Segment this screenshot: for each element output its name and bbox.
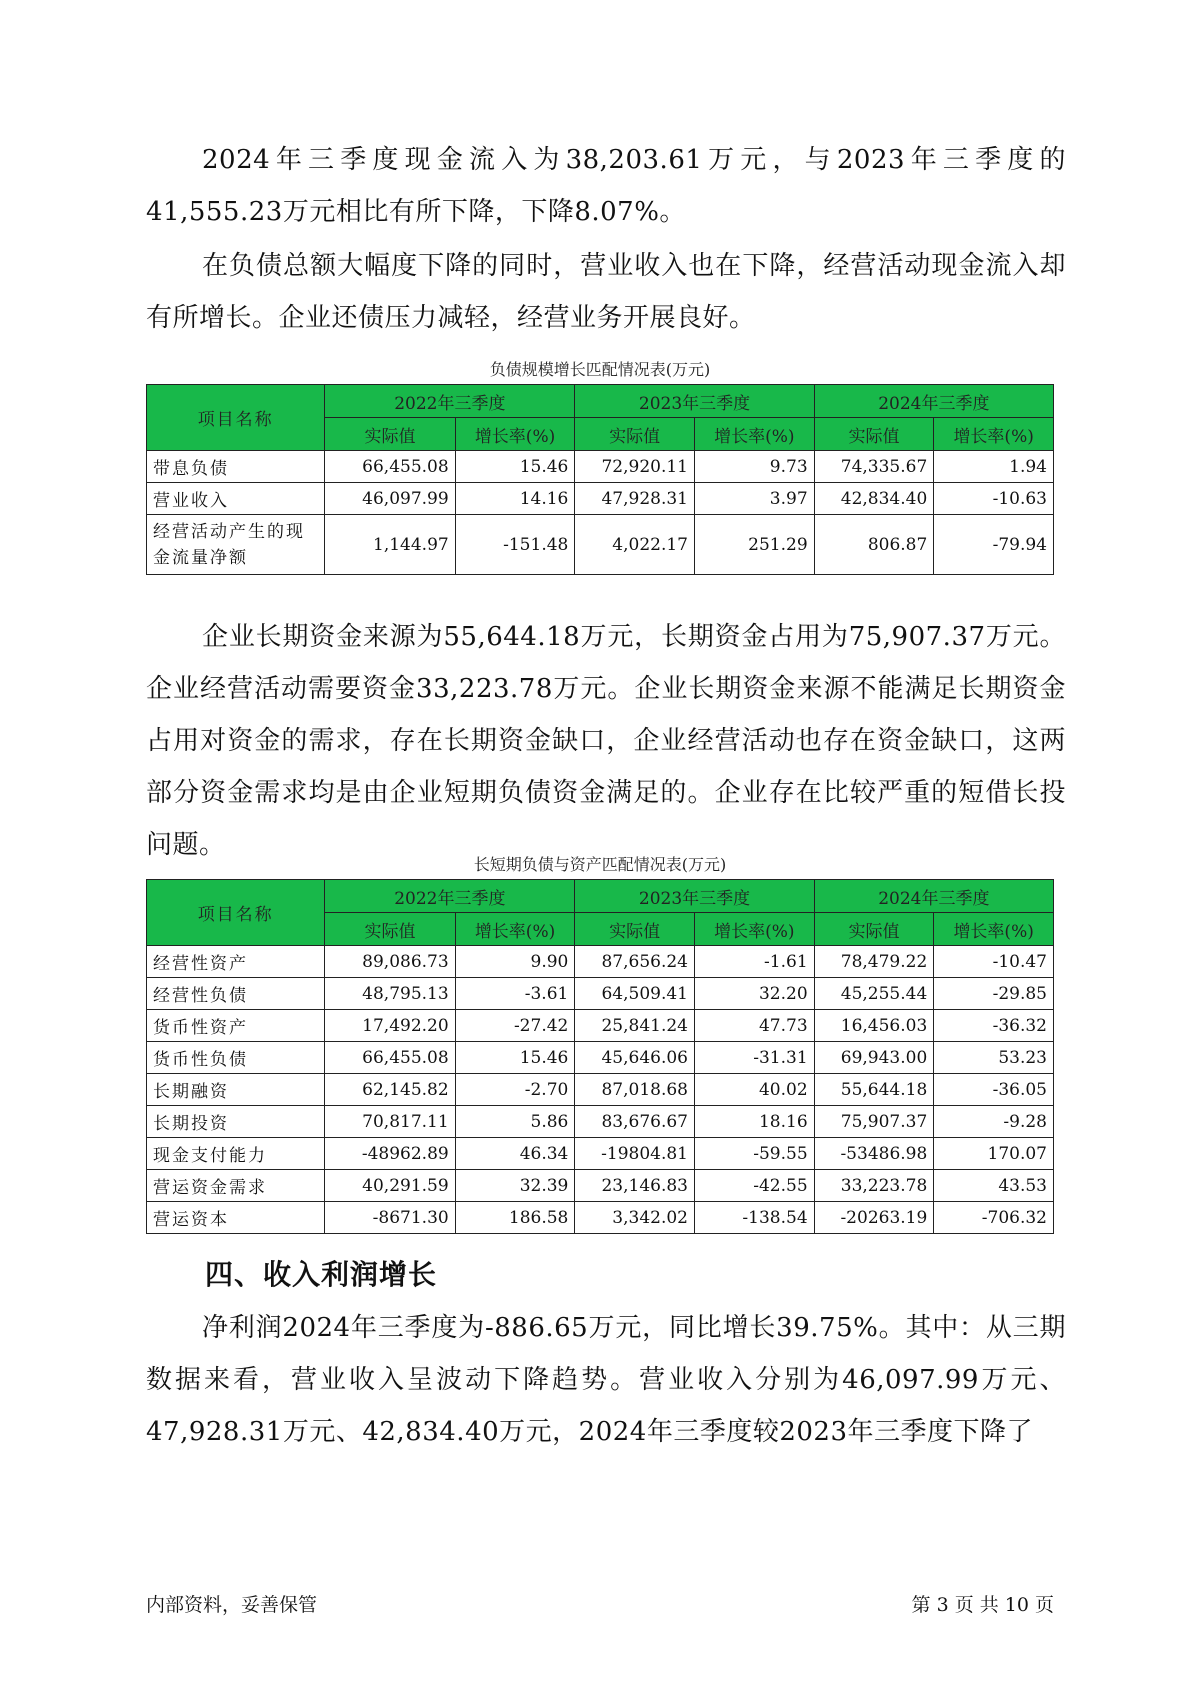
cell-growth-rate: -29.85 [934, 978, 1054, 1010]
cell-growth-rate: -3.61 [455, 978, 575, 1010]
cell-growth-rate: -59.55 [695, 1138, 815, 1170]
cell-actual-value: -53486.98 [814, 1138, 934, 1170]
header-growth: 增长率(%) [934, 913, 1054, 946]
cell-growth-rate: 15.46 [455, 451, 575, 483]
cell-actual-value: 806.87 [814, 515, 934, 575]
cell-growth-rate: -1.61 [695, 946, 815, 978]
row-label: 货币性负债 [147, 1042, 325, 1074]
table-row [147, 1202, 1054, 1234]
row-label: 经营活动产生的现金流量净额 [147, 515, 325, 575]
header-actual: 实际值 [325, 913, 455, 946]
cell-actual-value: 46,097.99 [325, 483, 455, 515]
table1-caption: 负债规模增长匹配情况表(万元) [489, 360, 711, 379]
header-period-2024: 2024年三季度 [814, 880, 1053, 913]
header-period-2023: 2023年三季度 [575, 385, 814, 418]
cell-actual-value: -20263.19 [814, 1202, 934, 1234]
section-heading: 四、收入利润增长 [205, 1258, 438, 1291]
cell-actual-value: 40,291.59 [325, 1170, 455, 1202]
cell-actual-value: 62,145.82 [325, 1074, 455, 1106]
cell-actual-value: 83,676.67 [575, 1106, 695, 1138]
table-row [147, 1138, 1054, 1170]
cell-growth-rate: 40.02 [695, 1074, 815, 1106]
header-period-2024: 2024年三季度 [814, 385, 1053, 418]
cell-growth-rate: 1.94 [934, 451, 1054, 483]
cell-growth-rate: -36.32 [934, 1010, 1054, 1042]
cell-growth-rate: 9.73 [695, 451, 815, 483]
table-row [147, 515, 1054, 575]
debt-scale-table [146, 384, 1054, 575]
cell-actual-value: 47,928.31 [575, 483, 695, 515]
row-label: 货币性资产 [147, 1010, 325, 1042]
cell-actual-value: 87,018.68 [575, 1074, 695, 1106]
row-label: 长期融资 [147, 1074, 325, 1106]
cell-actual-value: 4,022.17 [575, 515, 695, 575]
cell-growth-rate: -706.32 [934, 1202, 1054, 1234]
cell-growth-rate: 9.90 [455, 946, 575, 978]
cell-actual-value: -48962.89 [325, 1138, 455, 1170]
header-actual: 实际值 [814, 418, 934, 451]
row-label: 营运资本 [147, 1202, 325, 1234]
footer-page-number: 第 3 页 共 10 页 [911, 1594, 1054, 1616]
cell-actual-value: 48,795.13 [325, 978, 455, 1010]
table2-caption: 长短期负债与资产匹配情况表(万元) [473, 855, 727, 874]
cell-actual-value: 42,834.40 [814, 483, 934, 515]
header-growth: 增长率(%) [455, 913, 575, 946]
cell-growth-rate: 251.29 [695, 515, 815, 575]
cell-growth-rate: 186.58 [455, 1202, 575, 1234]
header-growth: 增长率(%) [455, 418, 575, 451]
cell-actual-value: 89,086.73 [325, 946, 455, 978]
header-growth: 增长率(%) [934, 418, 1054, 451]
cell-growth-rate: 14.16 [455, 483, 575, 515]
cell-growth-rate: -138.54 [695, 1202, 815, 1234]
asset-liability-matching-table [146, 879, 1054, 1234]
cell-actual-value: 64,509.41 [575, 978, 695, 1010]
header-period-2022: 2022年三季度 [325, 880, 575, 913]
cell-actual-value: 74,335.67 [814, 451, 934, 483]
header-period-2023: 2023年三季度 [575, 880, 814, 913]
header-growth: 增长率(%) [695, 418, 815, 451]
cell-growth-rate: -42.55 [695, 1170, 815, 1202]
cell-growth-rate: -2.70 [455, 1074, 575, 1106]
cell-actual-value: 66,455.08 [325, 451, 455, 483]
header-item-name: 项目名称 [147, 880, 325, 946]
cell-growth-rate: 43.53 [934, 1170, 1054, 1202]
footer-confidential-note: 内部资料，妥善保管 [146, 1594, 318, 1616]
header-actual: 实际值 [575, 418, 695, 451]
cell-growth-rate: 18.16 [695, 1106, 815, 1138]
table-row [147, 483, 1054, 515]
cell-actual-value: 16,456.03 [814, 1010, 934, 1042]
cell-growth-rate: 32.20 [695, 978, 815, 1010]
paragraph-cash-inflow: 2024年三季度现金流入为38,203.61万元，与2023年三季度的41,555.23万元相比有所下降，下降8.07%。 [146, 145, 1066, 227]
table-row [147, 946, 1054, 978]
cell-growth-rate: 5.86 [455, 1106, 575, 1138]
cell-actual-value: 66,455.08 [325, 1042, 455, 1074]
cell-actual-value: 75,907.37 [814, 1106, 934, 1138]
cell-growth-rate: 53.23 [934, 1042, 1054, 1074]
paragraph-debt-decline: 在负债总额大幅度下降的同时，营业收入也在下降，经营活动现金流入却有所增长。企业还债压力减轻，经营业务开展良好。 [146, 251, 1066, 333]
cell-actual-value: 78,479.22 [814, 946, 934, 978]
cell-actual-value: 3,342.02 [575, 1202, 695, 1234]
header-actual: 实际值 [814, 913, 934, 946]
table-row [147, 1106, 1054, 1138]
cell-growth-rate: -36.05 [934, 1074, 1054, 1106]
table-row [147, 1042, 1054, 1074]
cell-growth-rate: -31.31 [695, 1042, 815, 1074]
table-row [147, 1170, 1054, 1202]
row-label: 长期投资 [147, 1106, 325, 1138]
paragraph-net-profit: 净利润2024年三季度为-886.65万元，同比增长39.75%。其中：从三期数据来看，营业收入呈波动下降趋势。营业收入分别为46,097.99万元、47,928.31万元、42,834.40万元，2024年三季度较2023年三季度下降了 [146, 1313, 1066, 1447]
cell-growth-rate: -151.48 [455, 515, 575, 575]
row-label: 经营性资产 [147, 946, 325, 978]
table-row [147, 451, 1054, 483]
table-row [147, 1010, 1054, 1042]
cell-growth-rate: -9.28 [934, 1106, 1054, 1138]
row-label: 经营性负债 [147, 978, 325, 1010]
cell-actual-value: 45,255.44 [814, 978, 934, 1010]
row-label: 现金支付能力 [147, 1138, 325, 1170]
cell-actual-value: 17,492.20 [325, 1010, 455, 1042]
cell-actual-value: 72,920.11 [575, 451, 695, 483]
row-label: 营业收入 [147, 483, 325, 515]
header-period-2022: 2022年三季度 [325, 385, 575, 418]
header-item-name: 项目名称 [147, 385, 325, 451]
cell-growth-rate: -27.42 [455, 1010, 575, 1042]
cell-actual-value: 23,146.83 [575, 1170, 695, 1202]
cell-actual-value: 69,943.00 [814, 1042, 934, 1074]
row-label: 营运资金需求 [147, 1170, 325, 1202]
paragraph-long-term-funds: 企业长期资金来源为55,644.18万元，长期资金占用为75,907.37万元。企业经营活动需要资金33,223.78万元。企业长期资金来源不能满足长期资金占用对资金的需求，存在长期资金缺口，企业经营活动也存在资金缺口，这两部分资金需求均是由企业短期负债资金满足的。企业存在比较严重的短借长投问题。 [146, 622, 1066, 860]
cell-growth-rate: 170.07 [934, 1138, 1054, 1170]
cell-growth-rate: -10.47 [934, 946, 1054, 978]
cell-actual-value: 70,817.11 [325, 1106, 455, 1138]
cell-actual-value: 33,223.78 [814, 1170, 934, 1202]
row-label: 带息负债 [147, 451, 325, 483]
cell-growth-rate: 32.39 [455, 1170, 575, 1202]
cell-actual-value: 87,656.24 [575, 946, 695, 978]
cell-actual-value: 1,144.97 [325, 515, 455, 575]
cell-growth-rate: -79.94 [934, 515, 1054, 575]
table-row [147, 1074, 1054, 1106]
cell-actual-value: -8671.30 [325, 1202, 455, 1234]
cell-growth-rate: 15.46 [455, 1042, 575, 1074]
cell-actual-value: 45,646.06 [575, 1042, 695, 1074]
cell-actual-value: 55,644.18 [814, 1074, 934, 1106]
header-growth: 增长率(%) [695, 913, 815, 946]
cell-growth-rate: -10.63 [934, 483, 1054, 515]
cell-growth-rate: 3.97 [695, 483, 815, 515]
cell-actual-value: 25,841.24 [575, 1010, 695, 1042]
table-row [147, 978, 1054, 1010]
cell-growth-rate: 46.34 [455, 1138, 575, 1170]
header-actual: 实际值 [325, 418, 455, 451]
header-actual: 实际值 [575, 913, 695, 946]
cell-actual-value: -19804.81 [575, 1138, 695, 1170]
cell-growth-rate: 47.73 [695, 1010, 815, 1042]
